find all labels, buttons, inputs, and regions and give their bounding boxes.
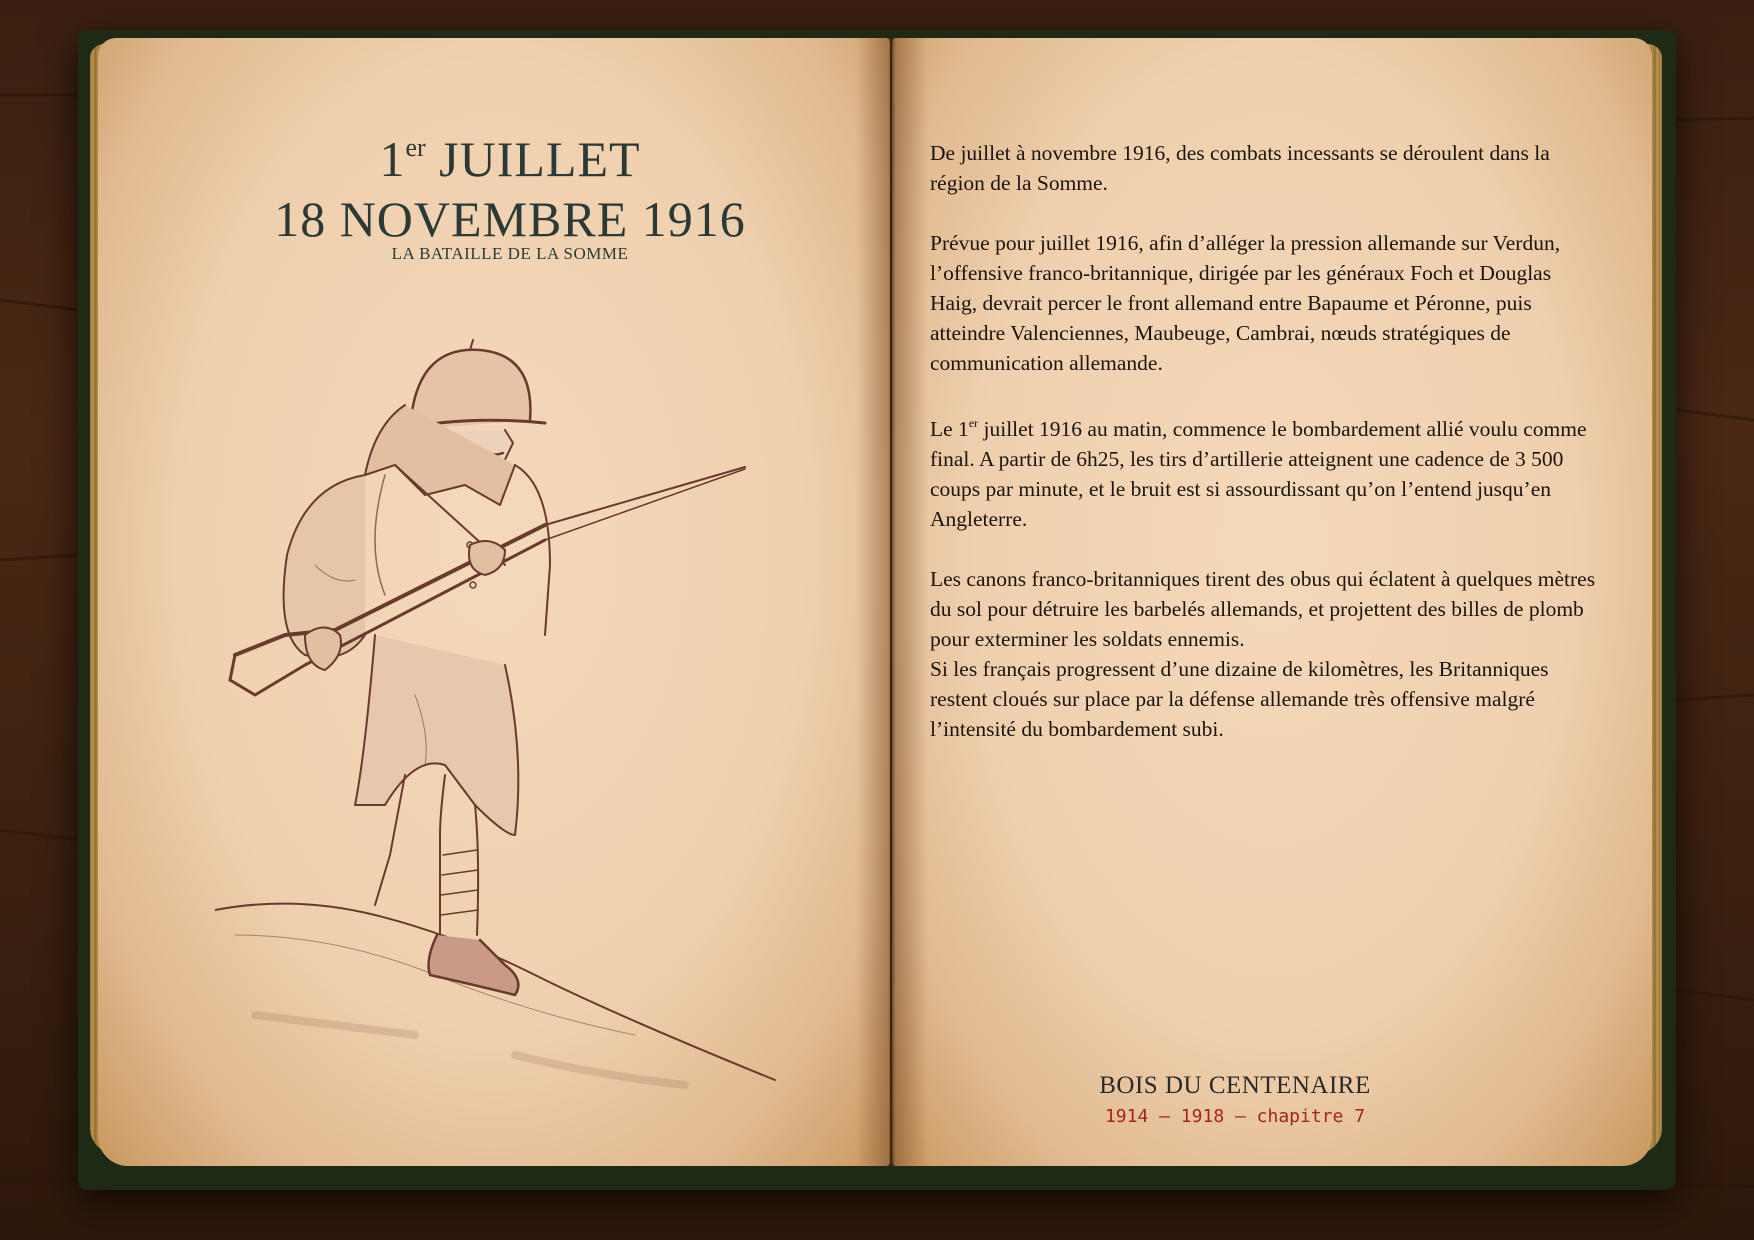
- paragraph-outcome: Si les français progressent d’une dizaine de kilomètres, les Britanniques restent cloués sur place par la défense allemande très offensive malgré l’intensité du bombardement subi.: [930, 657, 1549, 741]
- footer-chapter: 1914 – 1918 – chapitre 7: [1104, 1106, 1366, 1127]
- article-body: [930, 138, 1600, 744]
- page-title-block: [230, 118, 790, 263]
- paragraph-bombardment-start: Le 1: [930, 417, 969, 441]
- title-month: JUILLET: [425, 131, 641, 187]
- page-footer: [1010, 1072, 1460, 1127]
- footer-title: BOIS DU CENTENAIRE: [1099, 1072, 1371, 1099]
- paragraph-plan: Prévue pour juillet 1916, afin d’alléger la pression allemande sur Verdun, l’offensive franco-britannique, dirigée par les généraux Foch et Douglas Haig, devrait percer le front allemand entre Bapaume et Péronne, puis atteindre Valenciennes, Maubeuge, Cambrai, nœuds stratégiques de communication allemande.: [930, 231, 1561, 375]
- title-date-start: [230, 118, 790, 189]
- title-ordinal: er: [405, 133, 426, 162]
- title-day: 1: [379, 131, 406, 187]
- paragraph-bombardment-rest: juillet 1916 au matin, commence le bombardement allié voulu comme final. A partir de 6h25, les tirs d’artillerie atteignent une cadence de 3 500 coups par minute, et le bruit est si assourdissant qu’on l’entend jusqu’en Angleterre.: [930, 417, 1587, 531]
- paragraph-intro: De juillet à novembre 1916, des combats incessants se déroulent dans la région de la Somme.: [930, 141, 1550, 195]
- page-subtitle: LA BATAILLE DE LA SOMME: [391, 244, 629, 263]
- paragraph-shells: Les canons franco-britanniques tirent des obus qui éclatent à quelques mètres du sol pour détruire les barbelés allemands, et projettent des billes de plomb pour exterminer les soldats ennemis.: [930, 567, 1596, 651]
- book-gutter: [856, 38, 928, 1166]
- soldier-illustration: [215, 335, 855, 1115]
- paragraph-bombardment: [930, 408, 1600, 534]
- ordinal-sup: er: [968, 416, 979, 430]
- title-date-end: 18 NOVEMBRE 1916: [274, 191, 746, 247]
